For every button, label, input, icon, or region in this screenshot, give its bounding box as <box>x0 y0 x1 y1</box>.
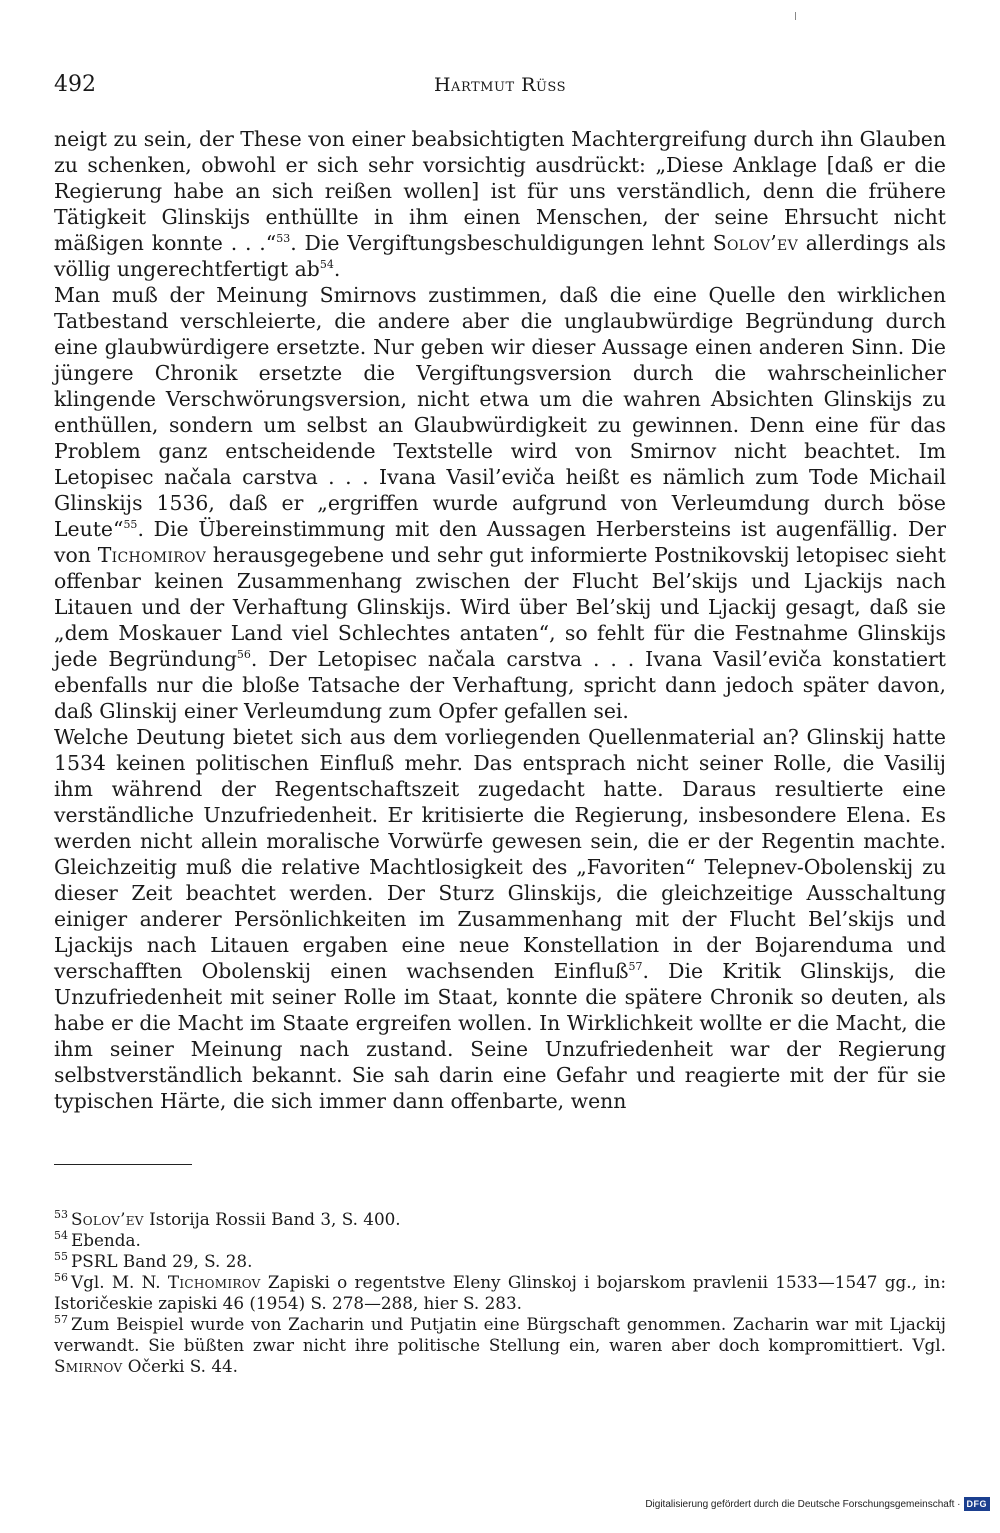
footnotes <box>54 1209 946 1377</box>
main-text <box>54 126 946 1114</box>
text-run: . Der Letopisec načala carstva . . . Ivana Vasil’eviča konstatiert ebenfalls nur die bloße Tatsache der Verhaftung, spricht dann jedoch später davon, daß Glinskij einer Verleumdung zum Opfer gefallen sei. <box>54 647 947 723</box>
text-run: Welche Deutung bietet sich aus dem vorliegenden Quellenmaterial an? Glinskij hatte 1534 keinen politischen Einfluß mehr. Das entsprach nicht seiner Rolle, die Vasilij ihm während der Regentschaftszeit zugedacht hatte. Daraus resultierte eine verständliche Unzufriedenheit. Er kritisierte die Regierung, insbesondere Elena. Es werden nicht allein moralische Vorwürfe gewesen sein, die er der Regentin machte. Gleichzeitig muß die relative Machtlosigkeit des „Favoriten“ Telepnev-Obolenskij zu dieser Zeit beachtet werden. Der Sturz Glinskijs, die gleichzeitige Ausschaltung einiger anderer Persönlichkeiten im Zusammenhang mit der Flucht Bel’skijs und Ljackijs nach Litauen ergaben eine neue Konstellation in der Bojarenduma und verschafften Obolenskij einen wachsenden Einfluß <box>54 725 946 983</box>
text-run: Vgl. M. N. <box>71 1272 168 1292</box>
text-run: allerdings als völlig ungerechtfertigt ab <box>54 231 947 281</box>
dfg-logo: DFG <box>964 1497 991 1511</box>
footnote <box>54 1314 946 1377</box>
footnote-number: 57 <box>54 1313 68 1327</box>
text-run: Istorija Rossii Band 3, S. 400. <box>143 1209 401 1229</box>
text-run: herausgegebene und sehr gut informierte Postnikovskij letopisec sieht offenbar keinen Zusammenhang zwischen der Flucht Bel’skijs und Ljackijs nach Litauen und der Verhaftung Glinskijs. Wird über Bel’skij und Ljackij gesagt, daß sie „dem Moskauer Land viel Schlechtes antaten“, so fehlt für die Festnahme Glinskijs jede Begründung <box>54 543 946 671</box>
paragraph <box>54 724 946 1114</box>
text-run: Ebenda. <box>71 1230 141 1250</box>
footnote-number: 55 <box>54 1250 68 1264</box>
scan-mark <box>795 12 796 20</box>
footnote-ref: 54 <box>319 258 334 272</box>
footnote-number: 54 <box>54 1229 68 1243</box>
footnote-ref: 57 <box>628 960 643 974</box>
running-head <box>54 72 946 112</box>
text-run: Očerki S. 44. <box>122 1356 239 1376</box>
page <box>54 72 946 1377</box>
footnote-rule <box>54 1164 192 1165</box>
footnote <box>54 1209 946 1230</box>
paragraph <box>54 282 946 724</box>
text-run: neigt zu sein, der These von einer beabsichtigten Machtergreifung durch ihn Glauben zu schenken, obwohl er sich sehr vorsichtig ausdrückt: „Diese Anklage [daß er die Regierung habe an sich reißen wollen] ist für uns verständlich, denn die frühere Tätigkeit Glinskijs enthüllte in ihm einen Menschen, der seine Ehrsucht nicht mäßigen konnte . . .“ <box>54 127 946 255</box>
footnote-ref: 56 <box>236 648 251 662</box>
footnote-ref: 53 <box>276 232 291 246</box>
paragraph <box>54 126 946 282</box>
footnote-ref: 55 <box>123 518 138 532</box>
text-run: . Die Übereinstimmung mit den Aussagen Herbersteins ist augenfällig. Der von <box>54 517 946 567</box>
credit-text: Digitalisierung gefördert durch die Deutsche Forschungsgemeinschaft · <box>645 1498 961 1510</box>
text-run: . <box>333 257 341 281</box>
author-name: Tichomirov <box>167 1272 261 1292</box>
text-run: Zum Beispiel wurde von Zacharin und Putjatin eine Bürgschaft genommen. Zacharin war mit Ljackij verwandt. Sie büßten zwar nicht ihre politische Stellung ein, waren aber doch kompromittiert. Vgl. <box>54 1314 946 1355</box>
text-run: . Die Kritik Glinskijs, die Unzufriedenheit mit seiner Rolle im Staat, konnte die spätere Chronik so deuten, als habe er die Macht im Staate ergreifen wollen. In Wirklichkeit wollte er die Macht, die ihm seiner Meinung nach zustand. Seine Unzufriedenheit war der Regierung selbstverständlich bekannt. Sie sah darin eine Gefahr und reagierte mit der für sie typischen Härte, die sich immer dann offenbarte, wenn <box>54 959 946 1113</box>
text-run: PSRL Band 29, S. 28. <box>71 1251 253 1271</box>
author-name: Tichomirov <box>97 543 206 567</box>
text-run: . Die Vergiftungsbeschuldigungen lehnt <box>290 231 713 255</box>
footnote <box>54 1251 946 1272</box>
text-run: Zapiski o regentstve Eleny Glinskoj i bojarskom pravlenii 1533—1547 gg., in: Istoričeskie zapiski 46 (1954) S. 278—288, hier S. 283. <box>54 1272 947 1313</box>
footnote <box>54 1230 946 1251</box>
footnote-number: 53 <box>54 1208 68 1222</box>
page-number: 492 <box>54 72 96 97</box>
digitization-credit <box>645 1497 990 1511</box>
author-name: Smirnov <box>54 1356 123 1376</box>
footnote-number: 56 <box>54 1271 68 1285</box>
text-run: Man muß der Meinung Smirnovs zustimmen, daß die eine Quelle den wirklichen Tatbestand verschleierte, die andere aber die unglaubwürdige Begründung durch eine glaubwürdigere ersetzte. Nur geben wir dieser Aussage einen anderen Sinn. Die jüngere Chronik ersetzte die Vergiftungsversion durch die wahrscheinlicher klingende Verschwörungsversion, nicht etwa um die wahren Absichten Glinskijs zu enthüllen, sondern um selbst an Glaubwürdigkeit zu gewinnen. Denn eine für das Problem ganz entscheidende Textstelle wird von Smirnov nicht beachtet. Im Letopisec načala carstva . . . Ivana Vasil’eviča heißt es nämlich zum Tode Michail Glinskijs 1536, daß er „ergriffen wurde aufgrund von Verleumdung durch böse Leute“ <box>54 283 946 541</box>
footnote <box>54 1272 946 1314</box>
running-head-author: Hartmut Rüss <box>433 74 566 96</box>
author-name: Solov’ev <box>712 231 798 255</box>
author-name: Solov’ev <box>71 1209 144 1229</box>
